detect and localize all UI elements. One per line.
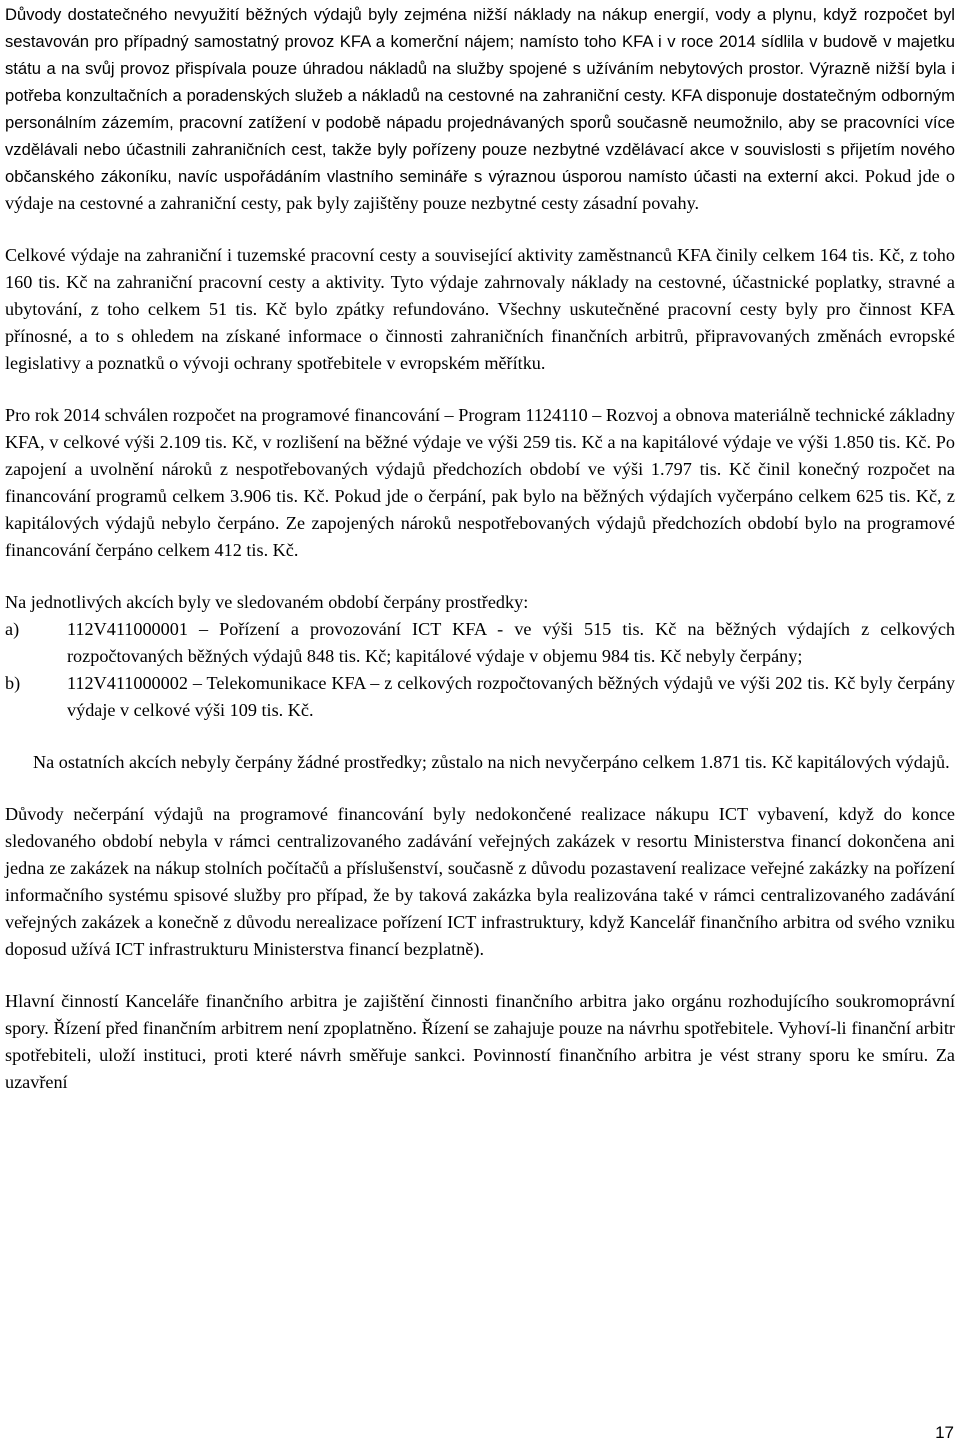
paragraph-actions-intro: Na jednotlivých akcích byly ve sledovaném období čerpány prostředky: [5, 592, 529, 612]
paragraph-budget-reasons-sans: Důvody dostatečného nevyužití běžných výdajů byly zejména nižší náklady na nákup energií, vody a plynu, když rozpočet byl sestavován pro případný samostatný provoz KFA a komerční nájem; namísto toho KFA i v roce 2014 sídlila v budově v majetku státu a na svůj provoz přispívala pouze úhradou nákladů na služby spojené s užíváním nebytových prostor. Výrazně nižší byla i potřeba konzultačních a poradenských služeb a nákladů na cestovné na zahraniční cesty. KFA disponuje dostatečným odborným personálním zázemím, pracovní zatížení v podobě nápadu projednávaných sporů současně neumožnilo, aby se pracovníci více vzdělávali nebo účastnili zahraničních cest, takže byly pořízeny pouze nezbytné vzdělávací akce v souvislosti s přijetím nového občanského zákoníku, navíc uspořádáním vlastního semináře s výraznou úsporou namísto účasti na externí akci. [5, 5, 955, 186]
list-item [5, 616, 955, 670]
list-marker: b) [5, 673, 21, 693]
paragraph-non-spending-reasons: Důvody nečerpání výdajů na programové financování byly nedokončené realizace nákupu ICT vybavení, když do konce sledovaného období nebyla v rámci centralizovaného zadávání veřejných zakázek v resortu Ministerstva financí dokončena ani jedna ze zakázek na nákup stolních počítačů a příslušenství, současně z důvodu pozastavení realizace veřejné zakázky na pořízení informačního systému spisové služby pro případ, že by taková zakázka byla realizována také v rámci centralizovaného zadávání veřejných zakázek a konečně z důvodu nerealizace pořízení ICT infrastruktury, když Kancelář finančního arbitra od svého vzniku doposud užívá ICT infrastrukturu Ministerstva financí bezplatně). [5, 804, 955, 959]
list-item-text: 112V411000002 – Telekomunikace KFA – z celkových rozpočtovaných běžných výdajů ve výši 202 tis. Kč byly čerpány výdaje v celkové výši 109 tis. Kč. [67, 673, 955, 720]
spacer [5, 564, 955, 589]
list-item-text: 112V411000001 – Pořízení a provozování ICT KFA - ve výši 515 tis. Kč na běžných výdajích z celkových rozpočtovaných běžných výdajů 848 tis. Kč; kapitálové výdaje v objemu 984 tis. Kč nebyly čerpány; [67, 619, 955, 666]
document-page [5, 0, 955, 1096]
spacer [5, 217, 955, 242]
paragraph-program-budget: Pro rok 2014 schválen rozpočet na programové financování – Program 1124110 – Rozvoj a obnova materiálně technické základny KFA, v celkové výši 2.109 tis. Kč, v rozlišení na běžné výdaje ve výši 259 tis. Kč a na kapitálové výdaje ve výši 1.850 tis. Kč. Po zapojení a uvolnění nároků z nespotřebovaných výdajů předchozích období ve výši 1.797 tis. Kč činil konečný rozpočet na financování programů celkem 3.906 tis. Kč. Pokud jde o čerpání, pak bylo na běžných výdajích vyčerpáno celkem 625 tis. Kč, z kapitálových výdajů nebylo čerpáno. Ze zapojených nároků nespotřebovaných výdajů předchozích období bylo na programové financování čerpáno celkem 412 tis. Kč. [5, 405, 955, 560]
list-item [5, 670, 955, 724]
paragraph-main-activity: Hlavní činností Kanceláře finančního arbitra je zajištění činnosti finančního arbitra jako orgánu rozhodujícího soukromoprávní spory. Řízení před finančním arbitrem není zpoplatněno. Řízení se zahajuje pouze na návrhu spotřebitele. Vyhoví-li finanční arbitr spotřebiteli, uloží instituci, proti které návrh směřuje sankci. Povinností finančního arbitra je vést strany sporu ke smíru. Za uzavření [5, 991, 955, 1092]
paragraph-travel-expenses: Celkové výdaje na zahraniční i tuzemské pracovní cesty a související aktivity zaměstnanců KFA činily celkem 164 tis. Kč, z toho 160 tis. Kč na zahraniční pracovní cesty a aktivity. Tyto výdaje zahrnovaly náklady na cestovné, účastnické poplatky, stravné a ubytování, z toho celkem 51 tis. Kč bylo zpátky refundováno. Všechny uskutečněné pracovní cesty byly pro činnost KFA přínosné, a to s ohledem na získané informace o činnosti zahraničních finančních arbitrů, připravovaných změnách evropské legislativy a poznatků o vývoji ochrany spotřebitele v evropském měřítku. [5, 245, 955, 373]
paragraph-budget-reasons [5, 1, 955, 217]
paragraph-other-actions: Na ostatních akcích nebyly čerpány žádné prostředky; zůstalo na nich nevyčerpáno celkem 1.871 tis. Kč kapitálových výdajů. [33, 752, 950, 772]
page-number: 17 [935, 1423, 954, 1442]
list-marker: a) [5, 619, 20, 639]
spacer [5, 377, 955, 402]
spacer [5, 776, 955, 801]
spacer [5, 724, 955, 749]
spacer [5, 963, 955, 988]
paragraph-budget-reasons-serif: Pokud jde o výdaje na cestovné a zahraniční cesty, pak byly zajištěny pouze nezbytné cesty zásadní povahy. [5, 166, 956, 213]
actions-list [5, 616, 955, 724]
